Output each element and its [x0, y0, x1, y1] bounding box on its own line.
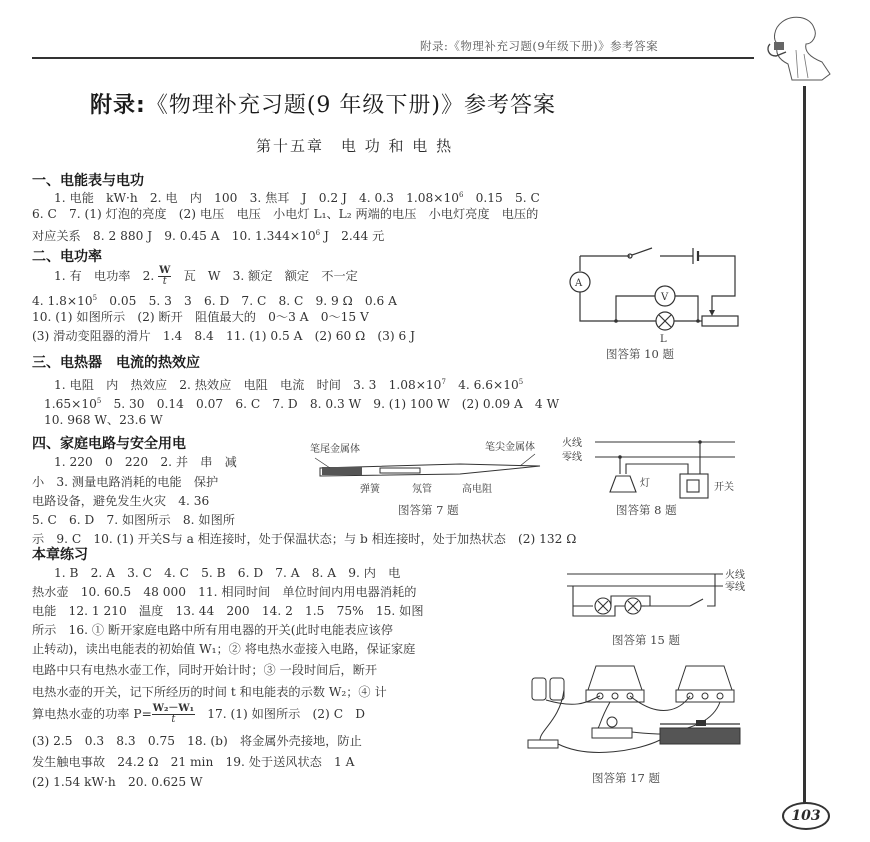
live-wire-label: 火线	[725, 570, 745, 581]
lamp-label: 灯	[640, 478, 650, 489]
answer-line: 热水壶 10. 60.5 48 000 11. 相同时间 单位时间内用电器消耗的	[32, 585, 417, 599]
answer-line: 电路中只有电热水壶工作，同时开始计时；③ 一段时间后，断开	[32, 663, 378, 677]
answer-line: 电能 12. 1 210 温度 13. 44 200 14. 2 1.5 75% 15. 如图	[32, 604, 424, 618]
mascot-illustration-icon	[752, 14, 834, 84]
switch-label: 开关	[714, 482, 734, 493]
neutral-wire-label: 零线	[725, 582, 745, 593]
figure-caption: 图答第 15 题	[612, 633, 680, 647]
figure-caption: 图答第 17 题	[592, 771, 660, 785]
figure-17-apparatus	[520, 660, 750, 760]
section-heading: 四、家庭电路与安全用电	[32, 436, 186, 452]
answer-line: 小 3. 测量电路消耗的电能 保护	[32, 475, 219, 489]
answer-line: (2) 1.54 kW·h 20. 0.625 W	[32, 775, 203, 789]
live-wire-label: 火线	[562, 438, 582, 449]
answer-line: 所示 16. ① 断开家庭电路中所有用电器的开关(此时电能表应该停	[32, 623, 393, 637]
section-heading: 三、电热器 电流的热效应	[32, 355, 200, 371]
title-prefix: 附录:	[90, 93, 146, 118]
answer-line: 10. (1) 如图所示 (2) 断开 阻值最大的 0～3 A 0～15 V	[32, 310, 369, 324]
section-heading: 二、电功率	[32, 249, 102, 265]
section-heading: 本章练习	[32, 547, 88, 563]
section-heading: 一、电能表与电功	[32, 173, 144, 189]
figure-10-circuit	[560, 246, 760, 346]
ammeter-label: A	[575, 278, 583, 289]
figure-15-circuit	[565, 568, 765, 632]
lamp-label: L	[660, 334, 667, 345]
chapter-title: 第十五章 电 功 和 电 热	[256, 137, 454, 155]
answer-line: 1. 电阻 内 热效应 2. 热效应 电阻 电流 时间 3. 3 $1.08\times 10^7$ 4. $6.6\times 10^5$	[54, 378, 524, 393]
spring-label: 弹簧	[360, 484, 380, 495]
answer-line: (3) 2.5 0.3 8.3 0.75 18. (b) 将金属外壳接地，防止	[32, 734, 362, 748]
answer-line: 5. C 6. D 7. 如图所示 8. 如图所	[32, 513, 235, 527]
figure-7-test-pen	[300, 440, 550, 500]
answer-line: 1. 电能 kW·h 2. 电 内 100 3. 焦耳 J 0.2 J 4. 0.3 $1.08\times 10^6$ 0.15 5. C	[54, 191, 540, 206]
fraction-power-formula: $\frac{\text{W₂－W₁}}{t}$	[152, 703, 195, 725]
answer-line: 1. 有 电功率 2. $\frac{W}{t}$ 瓦 W 3. 额定 额定 不一定	[54, 265, 358, 287]
answer-line: 发生触电事故 24.2 Ω 21 min 19. 处于送风状态 1 A	[32, 755, 355, 769]
fraction-w-over-t: $\frac{W}{t}$	[159, 265, 171, 287]
answer-line: 10. 968 W、23.6 W	[44, 413, 163, 427]
pen-tail-label: 笔尾金属体	[310, 444, 360, 455]
answer-line: $1.65\times 10^5$ 5. 30 0.14 0.07 6. C 7. D 8. 0.3 W 9. (1) 100 W (2) 0.09 A 4 W	[44, 397, 560, 412]
neutral-wire-label: 零线	[562, 452, 582, 463]
answer-line: 示 9. C 10. (1) 开关S与 a 相连接时，处于保温状态；与 b 相连接时，处于加热状态 (2) 132 Ω	[32, 532, 577, 546]
neon-tube-label: 氖管	[412, 484, 432, 495]
figure-8-household-circuit	[560, 432, 770, 504]
answer-line: 1. B 2. A 3. C 4. C 5. B 6. D 7. A 8. A 9. 内 电	[54, 566, 401, 580]
figure-caption: 图答第 8 题	[616, 503, 677, 517]
header-rule	[32, 57, 754, 59]
answer-line: 电热水壶的开关，记下所经历的时间 t 和电能表的示数 W₂；④ 计	[32, 685, 387, 699]
answer-line: 4. $1.8\times 10^5$ 0.05 5. 3 3 6. D 7. C 8. C 9. 9 Ω 0.6 A	[32, 294, 397, 309]
answer-line: (3) 滑动变阻器的滑片 1.4 8.4 11. (1) 0.5 A (2) 60 Ω (3) 6 J	[32, 329, 416, 343]
figure-caption: 图答第 7 题	[398, 503, 459, 517]
page-number: 103	[782, 802, 830, 830]
resistor-label: 高电阻	[462, 484, 492, 495]
answer-line: 电路设备，避免发生火灾 4. 36	[32, 494, 210, 508]
answer-line: 1. 220 0 220 2. 并 串 减	[54, 455, 237, 469]
answer-line: 对应关系 8. 2 880 J 9. 0.45 A 10. $1.344\times 10^6$ J 2.44 元	[32, 229, 385, 244]
answer-line: 算电热水壶的功率 P= $\frac{\text{W₂－W₁}}{t}$ 17. (1) 如图所示 (2) C D	[32, 703, 365, 725]
running-head: 附录:《物理补充习题(9年级下册)》参考答案	[420, 39, 659, 53]
margin-rule	[803, 86, 806, 804]
answer-line: 止转动)，读出电能表的初始值 W₁；② 将电热水壶接入电路，保证家庭	[32, 642, 416, 656]
page-title	[90, 88, 556, 119]
answer-line: 6. C 7. (1) 灯泡的亮度 (2) 电压 电压 小电灯 L₁、L₂ 两端的电压 小电灯亮度 电压的	[32, 207, 539, 221]
voltmeter-label: V	[661, 292, 669, 303]
figure-caption: 图答第 10 题	[606, 347, 674, 361]
pen-tip-label: 笔尖金属体	[485, 442, 535, 453]
title-main: 《物理补充习题(9 年级下册)》参考答案	[145, 93, 556, 118]
